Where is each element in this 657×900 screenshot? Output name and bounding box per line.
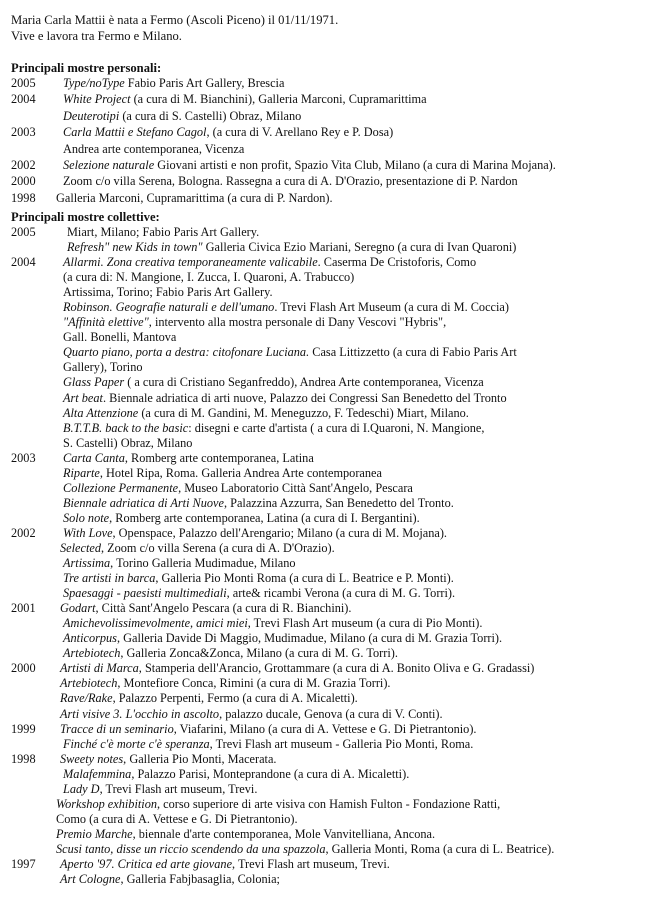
entry-details: , Galleria Pio Monti, Macerata. (123, 751, 277, 766)
entry-text (56, 827, 435, 842)
entry-details: , Romberg arte contemporanea, Latina (124, 450, 314, 465)
entry-text (56, 842, 554, 857)
entry-title: Robinson. Geografie naturali e dell'umano (63, 300, 275, 315)
entry-details: (a cura di M. Gandini, M. Meneguzzo, F. Tedeschi) Miart, Milano. (138, 405, 469, 420)
entry-year: 1999 (11, 721, 36, 736)
exhibition-entry (11, 752, 651, 767)
exhibition-entry (11, 436, 651, 451)
exhibition-entry (11, 496, 651, 511)
entry-text (63, 360, 143, 375)
entry-text (63, 109, 301, 124)
exhibition-entry (11, 191, 651, 207)
exhibition-entry (11, 797, 651, 812)
entry-text (60, 661, 534, 676)
entry-details: , Trevi Flash art museum, Trevi. (99, 781, 258, 796)
entry-title: With Love (63, 525, 113, 540)
personal-exhibitions-section (11, 60, 651, 207)
intro-line-birth: Maria Carla Mattii è nata a Fermo (Ascoli Piceno) il 01/11/1971. (11, 13, 339, 27)
entry-text (63, 158, 556, 173)
entry-details: , Romberg arte contemporanea, Latina (a cura di I. Bergantini). (109, 510, 420, 525)
entry-details: , Openspace, Palazzo dell'Arengario; Milano (a cura di M. Mojana). (112, 525, 447, 540)
entry-title: Refresh" new Kids in town" (67, 240, 203, 255)
entry-year: 2002 (11, 525, 36, 540)
entry-text (63, 174, 518, 189)
entry-title: Premio Marche (56, 826, 133, 841)
entry-details: , Città Sant'Angelo Pescara (a cura di R. Bianchini). (95, 601, 352, 616)
entry-details: , Zoom c/o villa Serena (a cura di A. D'Orazio). (100, 540, 335, 555)
exhibition-entry (11, 330, 651, 345)
entry-details: Galleria Civica Ezio Mariani, Seregno (a cura di Ivan Quaroni) (202, 240, 517, 255)
entry-year: 2002 (11, 157, 36, 172)
exhibition-entry (11, 571, 651, 586)
exhibition-entry (11, 109, 651, 125)
entry-title: Lady D (63, 781, 100, 796)
entry-title: Aperto '97. Critica ed arte giovane (60, 856, 233, 871)
entry-year: 2001 (11, 601, 36, 616)
entry-details: Como (a cura di A. Vettese e G. Di Pietrantonio). (56, 811, 298, 826)
entry-text (63, 330, 176, 345)
entry-text (63, 481, 413, 496)
entry-text (63, 315, 446, 330)
entry-details: Galleria Marconi, Cupramarittima (a cura di P. Nardon). (56, 190, 333, 205)
entry-details: : disegni e carte d'artista ( a cura di I.Quaroni, N. Mangione, (188, 420, 485, 435)
entry-year: 2005 (11, 76, 36, 90)
entry-title: Anticorpus (63, 631, 117, 646)
entry-title: Artissima (63, 556, 111, 571)
exhibition-entry (11, 872, 651, 887)
entry-text (67, 225, 259, 240)
exhibition-entry (11, 782, 651, 797)
entry-details: Gall. Bonelli, Mantova (63, 330, 177, 345)
entry-year: 2003 (11, 450, 36, 465)
entry-text (63, 737, 473, 752)
exhibition-entry (11, 556, 651, 571)
exhibition-entry (11, 451, 651, 466)
entry-details: Miart, Milano; Fabio Paris Art Gallery. (67, 225, 260, 239)
entry-text (63, 92, 427, 107)
entry-text (60, 872, 280, 887)
entry-text (63, 421, 484, 436)
exhibition-entry (11, 360, 651, 375)
entry-title: Tre artisti in barca (63, 571, 156, 586)
exhibition-entry (11, 300, 651, 315)
section-title-personal: Principali mostre personali: (11, 61, 162, 75)
entry-details: , Viafarini, Milano (a cura di A. Vettese e G. Di Pietrantonio). (173, 721, 477, 736)
entry-details: , Hotel Ripa, Roma. Galleria Andrea Arte contemporanea (99, 465, 382, 480)
exhibition-entry (11, 842, 651, 857)
entry-title: Collezione Permanente (63, 480, 179, 495)
exhibition-entry (11, 707, 651, 722)
entry-text (60, 752, 277, 767)
entry-details: , Trevi Flash art museum - Galleria Pio Monti, Roma. (209, 736, 474, 751)
entry-details: (a cura di S. Castelli) Obraz, Milano (119, 108, 302, 123)
entry-text (63, 496, 454, 511)
exhibition-entry (11, 601, 651, 616)
entry-title: Rave/Rake (60, 691, 113, 706)
entry-text (63, 631, 502, 646)
entry-title: Artisti di Marca (60, 661, 139, 676)
entry-title: Artebiotech (63, 646, 121, 661)
exhibition-entry (11, 737, 651, 752)
exhibition-entry (11, 315, 651, 330)
entry-text (60, 857, 390, 872)
exhibition-entry (11, 142, 651, 158)
entry-text (60, 722, 477, 737)
entry-details: Casa Littizzetto (a cura di Fabio Paris Art (309, 345, 517, 360)
entry-text (56, 812, 298, 827)
entry-text (63, 125, 393, 140)
entry-title: Scusi tanto, disse un riccio scendendo da una spazzola (56, 841, 326, 856)
entry-text (56, 797, 500, 812)
entry-title: "Affinità elettive" (63, 315, 149, 330)
entry-details: Andrea arte contemporanea, Vicenza (63, 141, 245, 156)
entry-title: Malafemmina (63, 766, 132, 781)
exhibition-entry (11, 158, 651, 174)
exhibition-entry (11, 812, 651, 827)
entry-details: , Galleria Monti, Roma (a cura di L. Beatrice). (325, 841, 555, 856)
entry-year: 1998 (11, 751, 36, 766)
entry-details: Giovani artisti e non profit, Spazio Vita Club, Milano (a cura di Marina Mojana). (154, 157, 556, 172)
entry-details: (a cura di M. Bianchini), Galleria Marconi, Cupramarittima (130, 92, 427, 107)
entry-title: Art beat (63, 390, 103, 405)
entry-details: ( a cura di Cristiano Seganfreddo), Andrea Arte contemporanea, Vicenza (124, 375, 484, 390)
entry-year: 2000 (11, 661, 36, 676)
entry-title: Biennale adriatica di Arti Nuove (63, 495, 224, 510)
entry-title: Selezione naturale (63, 157, 155, 172)
entry-text (67, 240, 516, 255)
entry-text (63, 285, 273, 300)
entry-details: , intervento alla mostra personale di Dany Vescovi "Hybris", (148, 315, 447, 330)
entry-year: 2004 (11, 92, 36, 107)
exhibition-entry (11, 92, 651, 108)
entry-text (63, 616, 482, 631)
entry-details: , arte& ricambi Verona (a cura di M. G. Torri). (226, 586, 456, 601)
entry-title: Sweety notes (60, 751, 124, 766)
entry-text (63, 767, 409, 782)
entry-title: Finché c'è morte c'è speranza (63, 736, 210, 751)
entry-title: Arti visive 3. L'occhio in ascolto (60, 706, 220, 721)
exhibition-entry (11, 255, 651, 270)
entry-text (60, 541, 335, 556)
entry-details: , Torino Galleria Mudimadue, Milano (110, 556, 296, 571)
entry-text (63, 255, 476, 270)
entry-title: Type/noType (63, 76, 125, 90)
entry-title: Solo note (63, 510, 110, 525)
entry-title: Artebiotech (60, 676, 118, 691)
entry-text (63, 586, 455, 601)
entry-year: 2005 (11, 225, 36, 239)
entry-title: Spaesaggi - paesisti multimediali (63, 586, 227, 601)
exhibition-entry (11, 526, 651, 541)
exhibition-entry (11, 406, 651, 421)
section-title-group: Principali mostre collettive: (11, 210, 160, 224)
exhibition-entry (11, 676, 651, 691)
entry-details: , Stamperia dell'Arancio, Grottammare (a cura di A. Bonito Oliva e G. Gradassi) (138, 661, 535, 676)
entry-text (63, 526, 447, 541)
exhibition-entry (11, 285, 651, 300)
intro-line-residence: Vive e lavora tra Fermo e Milano. (11, 29, 182, 43)
entry-details: , Palazzo Parisi, Monteprandone (a cura di A. Micaletti). (131, 766, 410, 781)
entry-title: Amichevolissimevolmente, amici miei (63, 616, 248, 631)
entry-title: Tracce di un seminario (60, 721, 174, 736)
entry-details: , Palazzo Perpenti, Fermo (a cura di A. Micaletti). (112, 691, 358, 706)
personal-exhibitions-list (11, 76, 651, 207)
entry-details: . Biennale adriatica di arti nuove, Palazzo dei Congressi San Benedetto del Tronto (102, 390, 507, 405)
exhibition-entry (11, 466, 651, 481)
entry-text (63, 142, 244, 157)
entry-title: Carta Canta (63, 450, 125, 465)
exhibition-entry (11, 586, 651, 601)
exhibition-entry (11, 174, 651, 190)
entry-title: Quarto piano, porta a destra: citofonare Luciana. (63, 345, 310, 360)
exhibition-entry (11, 421, 651, 436)
entry-text (63, 345, 517, 360)
entry-title: Deuterotipi (63, 108, 120, 123)
exhibition-entry (11, 857, 651, 872)
entry-details: S. Castelli) Obraz, Milano (63, 435, 193, 450)
exhibition-entry (11, 481, 651, 496)
entry-details: , Galleria Zonca&Zonca, Milano (a cura di M. G. Torri). (120, 646, 398, 661)
entry-text (63, 451, 314, 466)
entry-title: B.T.T.B. back to the basic (63, 420, 189, 435)
entry-title: Riparte (63, 465, 100, 480)
exhibition-entry (11, 646, 651, 661)
entry-year: 2000 (11, 174, 36, 189)
entry-text (63, 300, 509, 315)
entry-text (60, 601, 351, 616)
exhibition-entry (11, 631, 651, 646)
entry-text (60, 676, 391, 691)
entry-details: , Montefiore Conca, Rimini (a cura di M. Grazia Torri). (117, 676, 391, 691)
entry-details: . Trevi Flash Art Museum (a cura di M. Coccia) (274, 300, 509, 315)
entry-text (60, 707, 443, 722)
entry-details: , (a cura di V. Arellano Rey e P. Dosa) (206, 125, 394, 140)
entry-text (63, 436, 192, 451)
entry-details: , Galleria Fabjbasaglia, Colonia; (120, 872, 280, 887)
entry-details: Fabio Paris Art Gallery, Brescia (124, 76, 285, 90)
entry-text (63, 375, 484, 390)
exhibition-entry (11, 125, 651, 141)
entry-details: Artissima, Torino; Fabio Paris Art Gallery. (63, 285, 273, 300)
exhibition-entry (11, 616, 651, 631)
exhibition-entry (11, 511, 651, 526)
exhibition-entry (11, 375, 651, 390)
entry-title: Art Cologne (60, 872, 121, 887)
exhibition-entry (11, 270, 651, 285)
exhibition-entry (11, 76, 651, 92)
entry-title: Godart (60, 601, 96, 616)
entry-text (63, 406, 469, 421)
group-exhibitions-section (11, 209, 651, 887)
entry-title: Carla Mattii e Stefano Cagol (63, 125, 207, 140)
entry-details: Gallery), Torino (63, 360, 143, 375)
entry-year: 1998 (11, 190, 36, 205)
entry-title: Selected (60, 540, 101, 555)
entry-details: , Palazzina Azzurra, San Benedetto del Tronto. (223, 495, 454, 510)
exhibition-entry (11, 767, 651, 782)
exhibition-entry (11, 541, 651, 556)
entry-details: , Trevi Flash art museum, Trevi. (232, 856, 390, 871)
exhibition-entry (11, 391, 651, 406)
entry-title: Glass Paper (63, 375, 125, 390)
entry-details: , Trevi Flash Art museum (a cura di Pio Monti). (247, 616, 483, 631)
exhibition-entry (11, 827, 651, 842)
entry-text (63, 782, 257, 797)
entry-details: . Caserma De Cristoforis, Como (317, 255, 477, 270)
entry-details: , Museo Laboratorio Città Sant'Angelo, Pescara (178, 480, 413, 495)
entry-text (63, 646, 398, 661)
entry-text (63, 270, 354, 285)
exhibition-entry (11, 722, 651, 737)
intro-block (11, 12, 651, 44)
entry-text (63, 76, 284, 91)
entry-year: 2004 (11, 255, 36, 270)
entry-text (63, 571, 454, 586)
entry-details: , Galleria Davide Di Maggio, Mudimadue, Milano (a cura di M. Grazia Torri). (116, 631, 503, 646)
entry-text (56, 191, 333, 206)
entry-year: 2003 (11, 125, 36, 140)
exhibition-entry (11, 691, 651, 706)
group-exhibitions-list (11, 225, 651, 887)
entry-year: 1997 (11, 856, 36, 871)
entry-details: , Galleria Pio Monti Roma (a cura di L. Beatrice e P. Monti). (155, 571, 454, 586)
entry-title: Alta Attenzione (63, 405, 139, 420)
entry-details: , biennale d'arte contemporanea, Mole Vanvitelliana, Ancona. (132, 826, 436, 841)
entry-text (63, 466, 382, 481)
entry-text (63, 556, 296, 571)
entry-text (60, 691, 358, 706)
entry-text (63, 391, 507, 406)
entry-details: (a cura di: N. Mangione, I. Zucca, I. Quaroni, A. Trabucco) (63, 270, 355, 285)
entry-details: Zoom c/o villa Serena, Bologna. Rassegna a cura di A. D'Orazio, presentazione di P. Nardon (63, 174, 518, 189)
entry-text (63, 511, 420, 526)
exhibition-entry (11, 661, 651, 676)
exhibition-entry (11, 225, 651, 240)
entry-details: , palazzo ducale, Genova (a cura di V. Conti). (219, 706, 443, 721)
entry-title: White Project (63, 92, 131, 107)
entry-title: Workshop exhibition (56, 796, 157, 811)
exhibition-entry (11, 240, 651, 255)
entry-title: Allarmi. Zona creativa temporaneamente valicabile (63, 255, 318, 270)
entry-details: , corso superiore di arte visiva con Hamish Fulton - Fondazione Ratti, (157, 796, 501, 811)
exhibition-entry (11, 345, 651, 360)
